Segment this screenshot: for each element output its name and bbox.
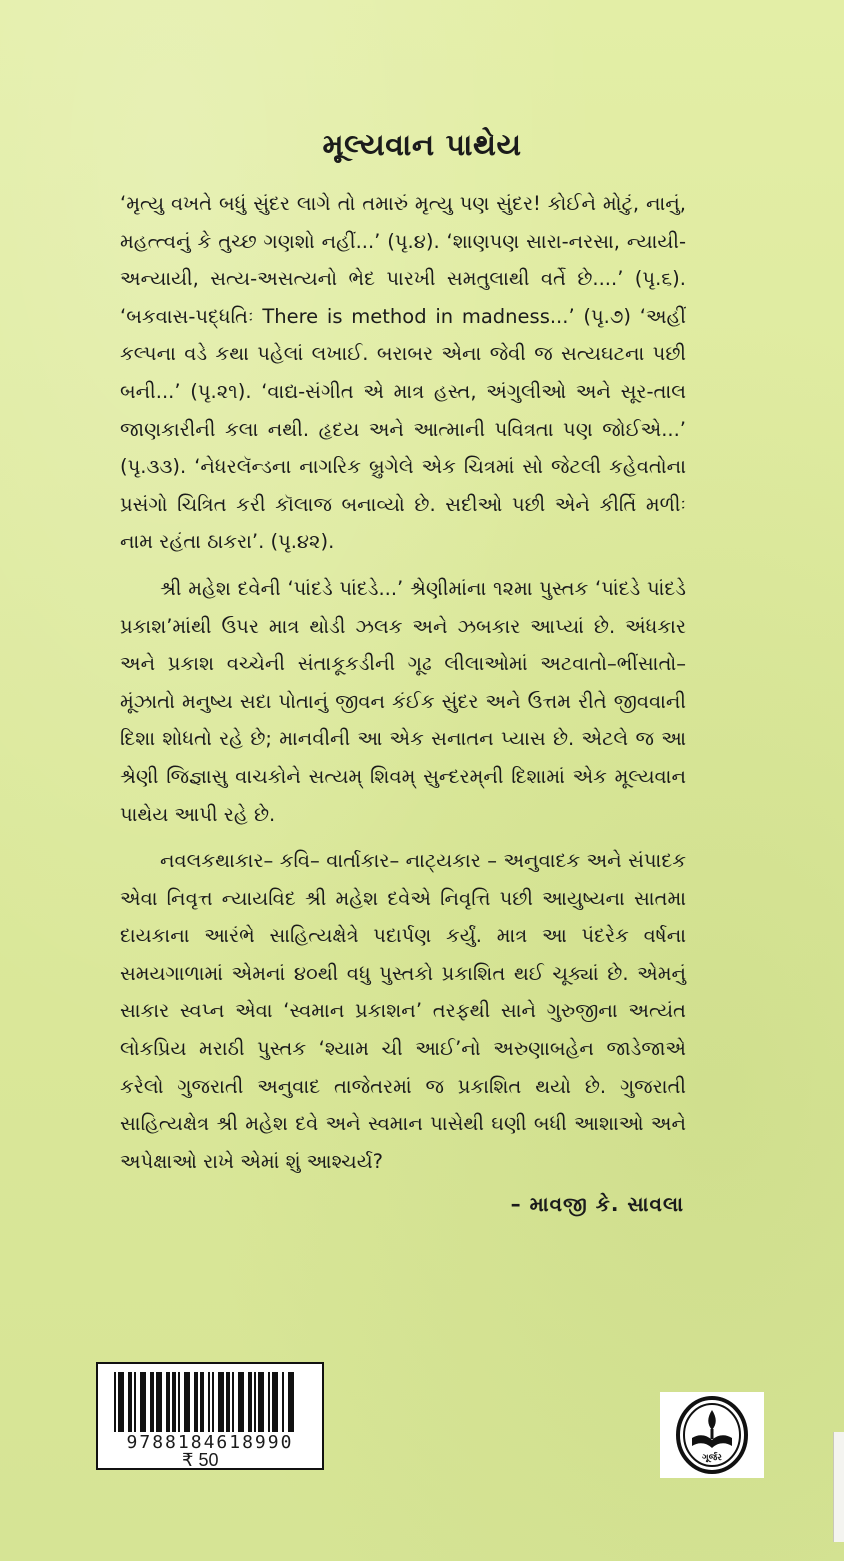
barcode-bar xyxy=(282,1372,284,1432)
paragraph-series: શ્રી મહેશ દવેની ‘પાંદડે પાંદડે...’ શ્રેણીમાંના ૧૨મા પુસ્તક ‘પાંદડે પાંદડે પ્રકાશ’માંથી ઉપર માત્ર થોડી ઝલક અને ઝબકાર આપ્યાં છે. અંધકાર અને પ્રકાશ વચ્ચેની સંતાકૂકડીની ગૂઢ લીલાઓમાં અટવાતો–ભીંસાતો–મૂંઝાતો મનુષ્ય સદા પોતાનું જીવન કંઈક સુંદર અને ઉત્તમ રીતે જીવવાની દિશા શોધતો રહે છે; માનવીની આ એક સનાતન પ્યાસ છે. એટલે જ આ શ્રેણી જિજ્ઞાસુ વાચકોને સત્યમ્ શિવમ્ સુન્દરમ્‌ની દિશામાં એક મૂલ્યવાન પાથેય આપી રહે છે. xyxy=(120,576,686,826)
barcode-bar xyxy=(254,1372,256,1432)
barcode-bar xyxy=(134,1372,136,1432)
barcode-bar xyxy=(194,1372,198,1432)
publisher-logo xyxy=(660,1392,764,1478)
barcode-bar xyxy=(172,1372,176,1432)
gurjar-logo-icon xyxy=(676,1396,748,1474)
barcode-bar xyxy=(178,1372,180,1432)
blurb-text xyxy=(120,185,686,1189)
barcode-bar xyxy=(200,1372,204,1432)
isbn-number: 9788184618990 xyxy=(126,1432,294,1453)
logo-text: ગૂર્જર xyxy=(702,1453,722,1463)
barcode-icon xyxy=(108,1372,314,1432)
barcode-bar xyxy=(258,1372,264,1432)
barcode-bar xyxy=(272,1372,278,1432)
barcode-bar xyxy=(208,1372,210,1432)
barcode-bar xyxy=(218,1372,224,1432)
barcode-bar xyxy=(238,1372,244,1432)
barcode-bar xyxy=(226,1372,230,1432)
barcode-bar xyxy=(268,1372,270,1432)
barcode-bar xyxy=(128,1372,132,1432)
paragraph-quotes: ‘મૃત્યુ વખતે બધું સુંદર લાગે તો તમારું મૃત્યુ પણ સુંદર! કોઈને મોટું, નાનું, મહત્ત્વનું કે તુચ્છ ગણશો નહીં...’ (પૃ.૪). ‘શાણપણ સારા-નરસા, ન્યાયી-અન્યાયી, સત્ય-અસત્યનો ભેદ પારખી સમતુલાથી વર્તે છે....’ (પૃ.૬). ‘બકવાસ-પદ્ધતિઃ There is method in madness...’ (પૃ.૭) ‘અહીં કલ્પના વડે કથા પહેલાં લખાઈ. બરાબર એના જેવી જ સત્યઘટના પછી બની...’ (પૃ.૨૧). ‘વાદ્ય-સંગીત એ માત્ર હસ્ત, અંગુલીઓ અને સૂર-તાલ જાણકારીની કલા નથી. હૃદય અને આત્માની પવિત્રતા પણ જોઈએ...’ (પૃ.૩૩). ‘નેધરલૅન્ડના નાગરિક બ્રુગેલે એક ચિત્રમાં સો જેટલી કહેવતોના પ્રસંગો ચિત્રિત કરી કૉલાજ બનાવ્યો છે. સદીઓ પછી એને કીર્તિ મળીઃ નામ રહંતા ઠાકરા’. (પૃ.૪૨). xyxy=(120,192,686,554)
barcode-bar xyxy=(184,1372,190,1432)
barcode-label xyxy=(96,1362,324,1470)
barcode-bar xyxy=(166,1372,170,1432)
cover-edge xyxy=(833,1432,844,1542)
barcode-bar xyxy=(156,1372,162,1432)
signature: – માવજી કે. સાવલા xyxy=(510,1192,684,1216)
paragraph-author: નવલકથાકાર– કવિ– વાર્તાકાર– નાટ્યકાર – અનુવાદક અને સંપાદક એવા નિવૃત્ત ન્યાયવિદ શ્રી મહેશ દવેએ નિવૃત્તિ પછી આયુષ્યના સાતમા દાયકાના આરંભે સાહિત્યક્ષેત્રે પદાર્પણ કર્યું. માત્ર આ પંદરેક વર્ષના સમયગાળામાં એમનાં ૪૦થી વધુ પુસ્તકો પ્રકાશિત થઈ ચૂક્યાં છે. એમનું સાકાર સ્વપ્ન એવા ‘સ્વમાન પ્રકાશન’ તરફથી સાને ગુરુજીના અત્યંત લોકપ્રિય મરાઠી પુસ્તક ‘શ્યામ ચી આઈ’નો અરુણાબહેન જાડેજાએ કરેલો ગુજરાતી અનુવાદ તાજેતરમાં જ પ્રકાશિત થયો છે. ગુજરાતી સાહિત્યક્ષેત્ર શ્રી મહેશ દવે અને સ્વમાન પાસેથી ઘણી બધી આશાઓ અને અપેક્ષાઓ રાખે એમાં શું આશ્ચર્ય? xyxy=(120,849,686,1173)
page-title: મૂલ્યવાન પાથેય xyxy=(322,128,522,163)
price: ₹ 50 xyxy=(182,1450,219,1470)
barcode-bar xyxy=(140,1372,146,1432)
barcode-bar xyxy=(118,1372,124,1432)
barcode-bar xyxy=(114,1372,116,1432)
barcode-bar xyxy=(288,1372,294,1432)
barcode-bar xyxy=(212,1372,214,1432)
barcode-bar xyxy=(150,1372,154,1432)
barcode-bar xyxy=(248,1372,252,1432)
barcode-bar xyxy=(232,1372,234,1432)
